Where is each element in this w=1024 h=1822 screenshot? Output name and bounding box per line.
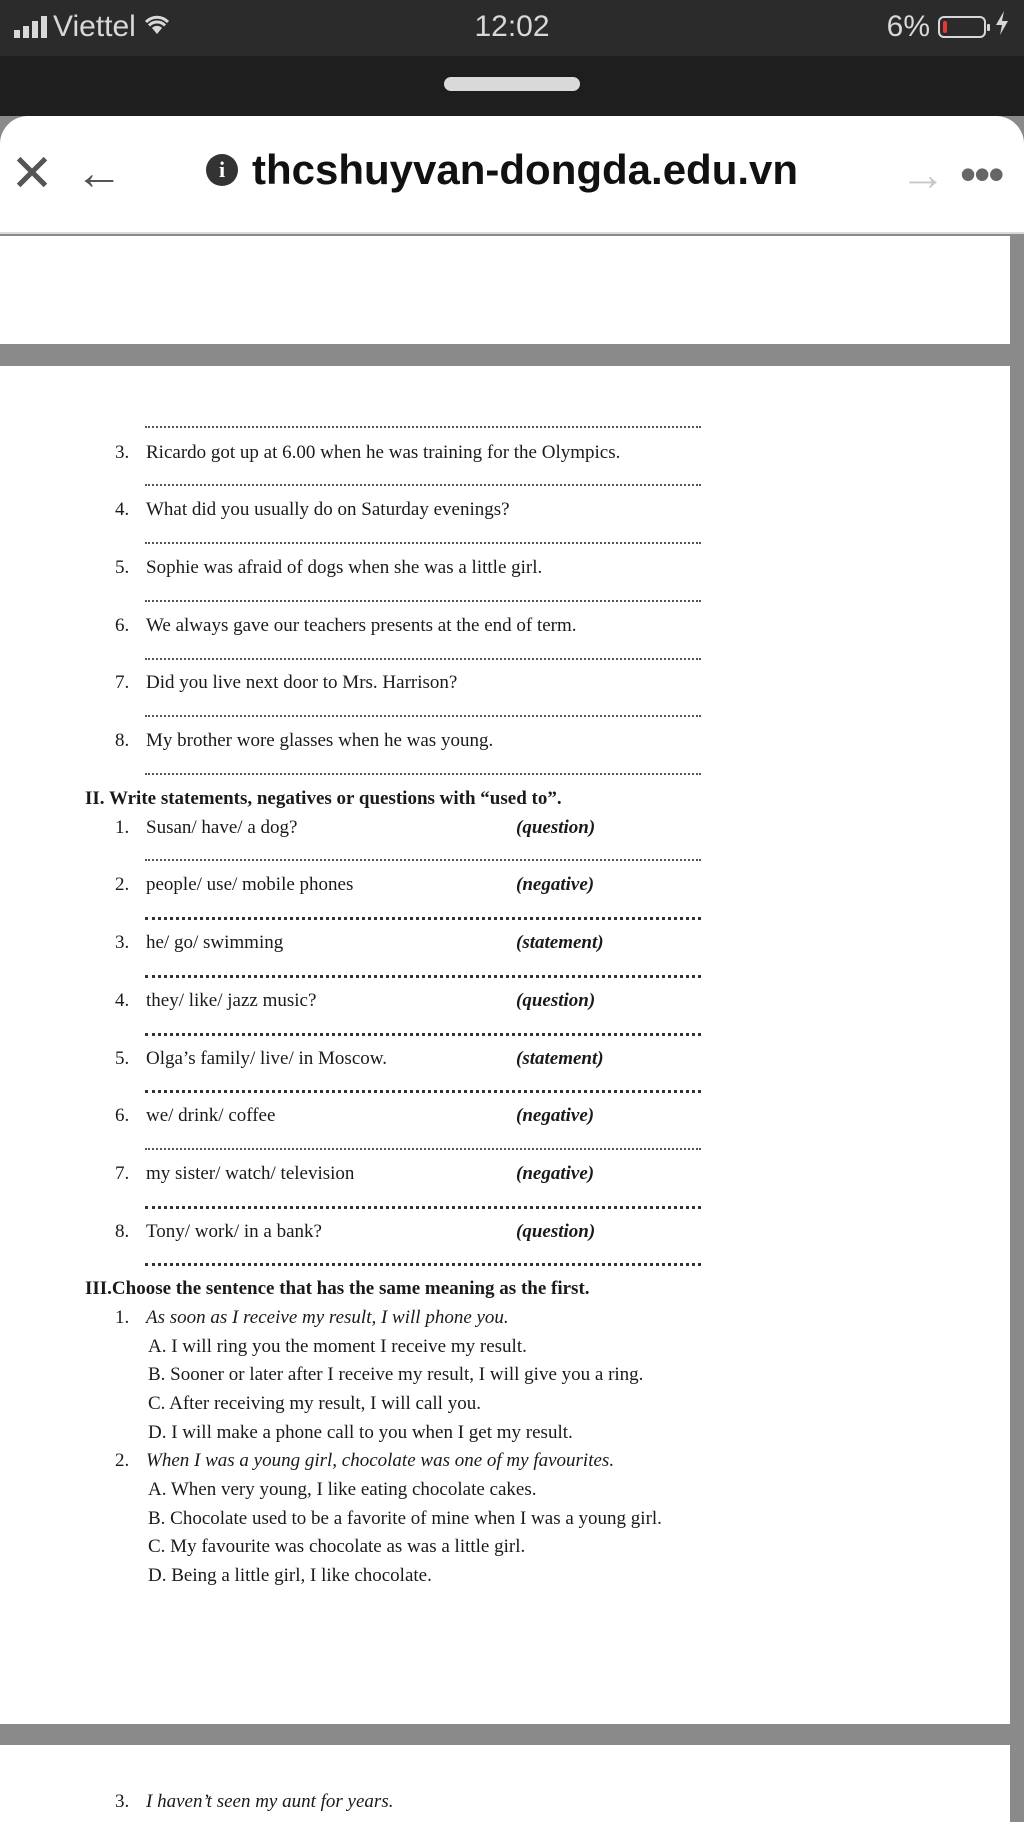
answer-option: B. Chocolate used to be a favorite of mine when I was a young girl. xyxy=(148,1508,662,1529)
list-item: 4. What did you usually do on Saturday evenings? xyxy=(115,499,510,520)
document-page-next xyxy=(0,1745,1010,1822)
answer-option: D. Being a little girl, I like chocolate. xyxy=(148,1565,432,1586)
list-item: 3. Ricardo got up at 6.00 when he was training for the Olympics. xyxy=(115,442,621,463)
battery-icon xyxy=(938,16,986,38)
clock: 12:02 xyxy=(474,10,550,43)
list-item: 5. Olga’s family/ live/ in Moscow. xyxy=(115,1048,387,1069)
answer-line xyxy=(145,1263,701,1266)
answer-line xyxy=(145,658,701,660)
status-bar xyxy=(0,0,1024,56)
list-item: 8. Tony/ work/ in a bank? xyxy=(115,1221,322,1242)
answer-line xyxy=(145,600,701,602)
answer-line xyxy=(145,1148,701,1150)
close-icon[interactable]: ✕ xyxy=(10,145,54,203)
document-page xyxy=(0,366,1010,1724)
charging-bolt-icon xyxy=(994,10,1010,44)
answer-option: D. I will make a phone call to you when I get my result. xyxy=(148,1422,573,1443)
sentence-type-label: (question) xyxy=(516,1221,596,1242)
battery-level xyxy=(943,21,947,33)
answer-line xyxy=(145,1090,701,1093)
back-arrow-icon[interactable]: ← xyxy=(75,147,123,200)
battery-percent: 6% xyxy=(886,10,930,43)
more-icon[interactable]: ••• xyxy=(960,148,1003,200)
url-text: thcshuyvan-dongda.edu.vn xyxy=(252,146,799,193)
battery-area xyxy=(887,10,1010,44)
sheet-grabber-handle[interactable] xyxy=(444,77,580,91)
answer-line xyxy=(145,859,701,861)
list-item: 4. they/ like/ jazz music? xyxy=(115,990,317,1011)
section-ii-title: II. Write statements, negatives or questions with “used to”. xyxy=(85,788,562,809)
forward-arrow-icon[interactable]: → xyxy=(900,148,946,200)
browser-address-bar xyxy=(0,116,1024,234)
answer-option: A. When very young, I like eating chocolate cakes. xyxy=(148,1479,537,1500)
answer-option: B. Sooner or later after I receive my result, I will give you a ring. xyxy=(148,1364,644,1385)
sentence-type-label: (question) xyxy=(516,990,596,1011)
list-item: 7. my sister/ watch/ television xyxy=(115,1163,355,1184)
list-item: 6. we/ drink/ coffee xyxy=(115,1105,276,1126)
question-prompt: 3. I haven’t seen my aunt for years. xyxy=(115,1791,394,1812)
carrier-name: Viettel xyxy=(53,10,136,43)
answer-line xyxy=(145,773,701,775)
list-item: 1. Susan/ have/ a dog? xyxy=(115,817,298,838)
sentence-type-label: (question) xyxy=(516,817,596,838)
document-page-previous xyxy=(0,236,1010,344)
answer-line xyxy=(145,426,701,428)
list-item: 7. Did you live next door to Mrs. Harrison? xyxy=(115,672,458,693)
list-item: 2. people/ use/ mobile phones xyxy=(115,874,354,895)
list-item: 6. We always gave our teachers presents at the end of term. xyxy=(115,615,577,636)
answer-line xyxy=(145,484,701,486)
answer-line xyxy=(145,975,701,978)
list-item: 8. My brother wore glasses when he was young. xyxy=(115,730,494,751)
answer-line xyxy=(145,715,701,717)
question-prompt: 1. As soon as I receive my result, I will phone you. xyxy=(115,1307,509,1328)
answer-option: C. After receiving my result, I will call you. xyxy=(148,1393,481,1414)
answer-line xyxy=(145,917,701,920)
section-iii-title: III.Choose the sentence that has the same meaning as the first. xyxy=(85,1278,590,1299)
sentence-type-label: (statement) xyxy=(516,1048,604,1069)
answer-option: C. My favourite was chocolate as was a little girl. xyxy=(148,1536,526,1557)
list-item: 5. Sophie was afraid of dogs when she was a little girl. xyxy=(115,557,543,578)
info-icon[interactable]: i xyxy=(206,154,238,186)
sentence-type-label: (negative) xyxy=(516,1105,595,1126)
answer-line xyxy=(145,1206,701,1209)
answer-line xyxy=(145,542,701,544)
answer-option: A. I will ring you the moment I receive my result. xyxy=(148,1336,527,1357)
sentence-type-label: (negative) xyxy=(516,874,595,895)
url-display[interactable] xyxy=(206,146,798,194)
sentence-type-label: (negative) xyxy=(516,1163,595,1184)
question-prompt: 2. When I was a young girl, chocolate was one of my favourites. xyxy=(115,1450,615,1471)
sentence-type-label: (statement) xyxy=(516,932,604,953)
list-item: 3. he/ go/ swimming xyxy=(115,932,284,953)
answer-line xyxy=(145,1033,701,1036)
